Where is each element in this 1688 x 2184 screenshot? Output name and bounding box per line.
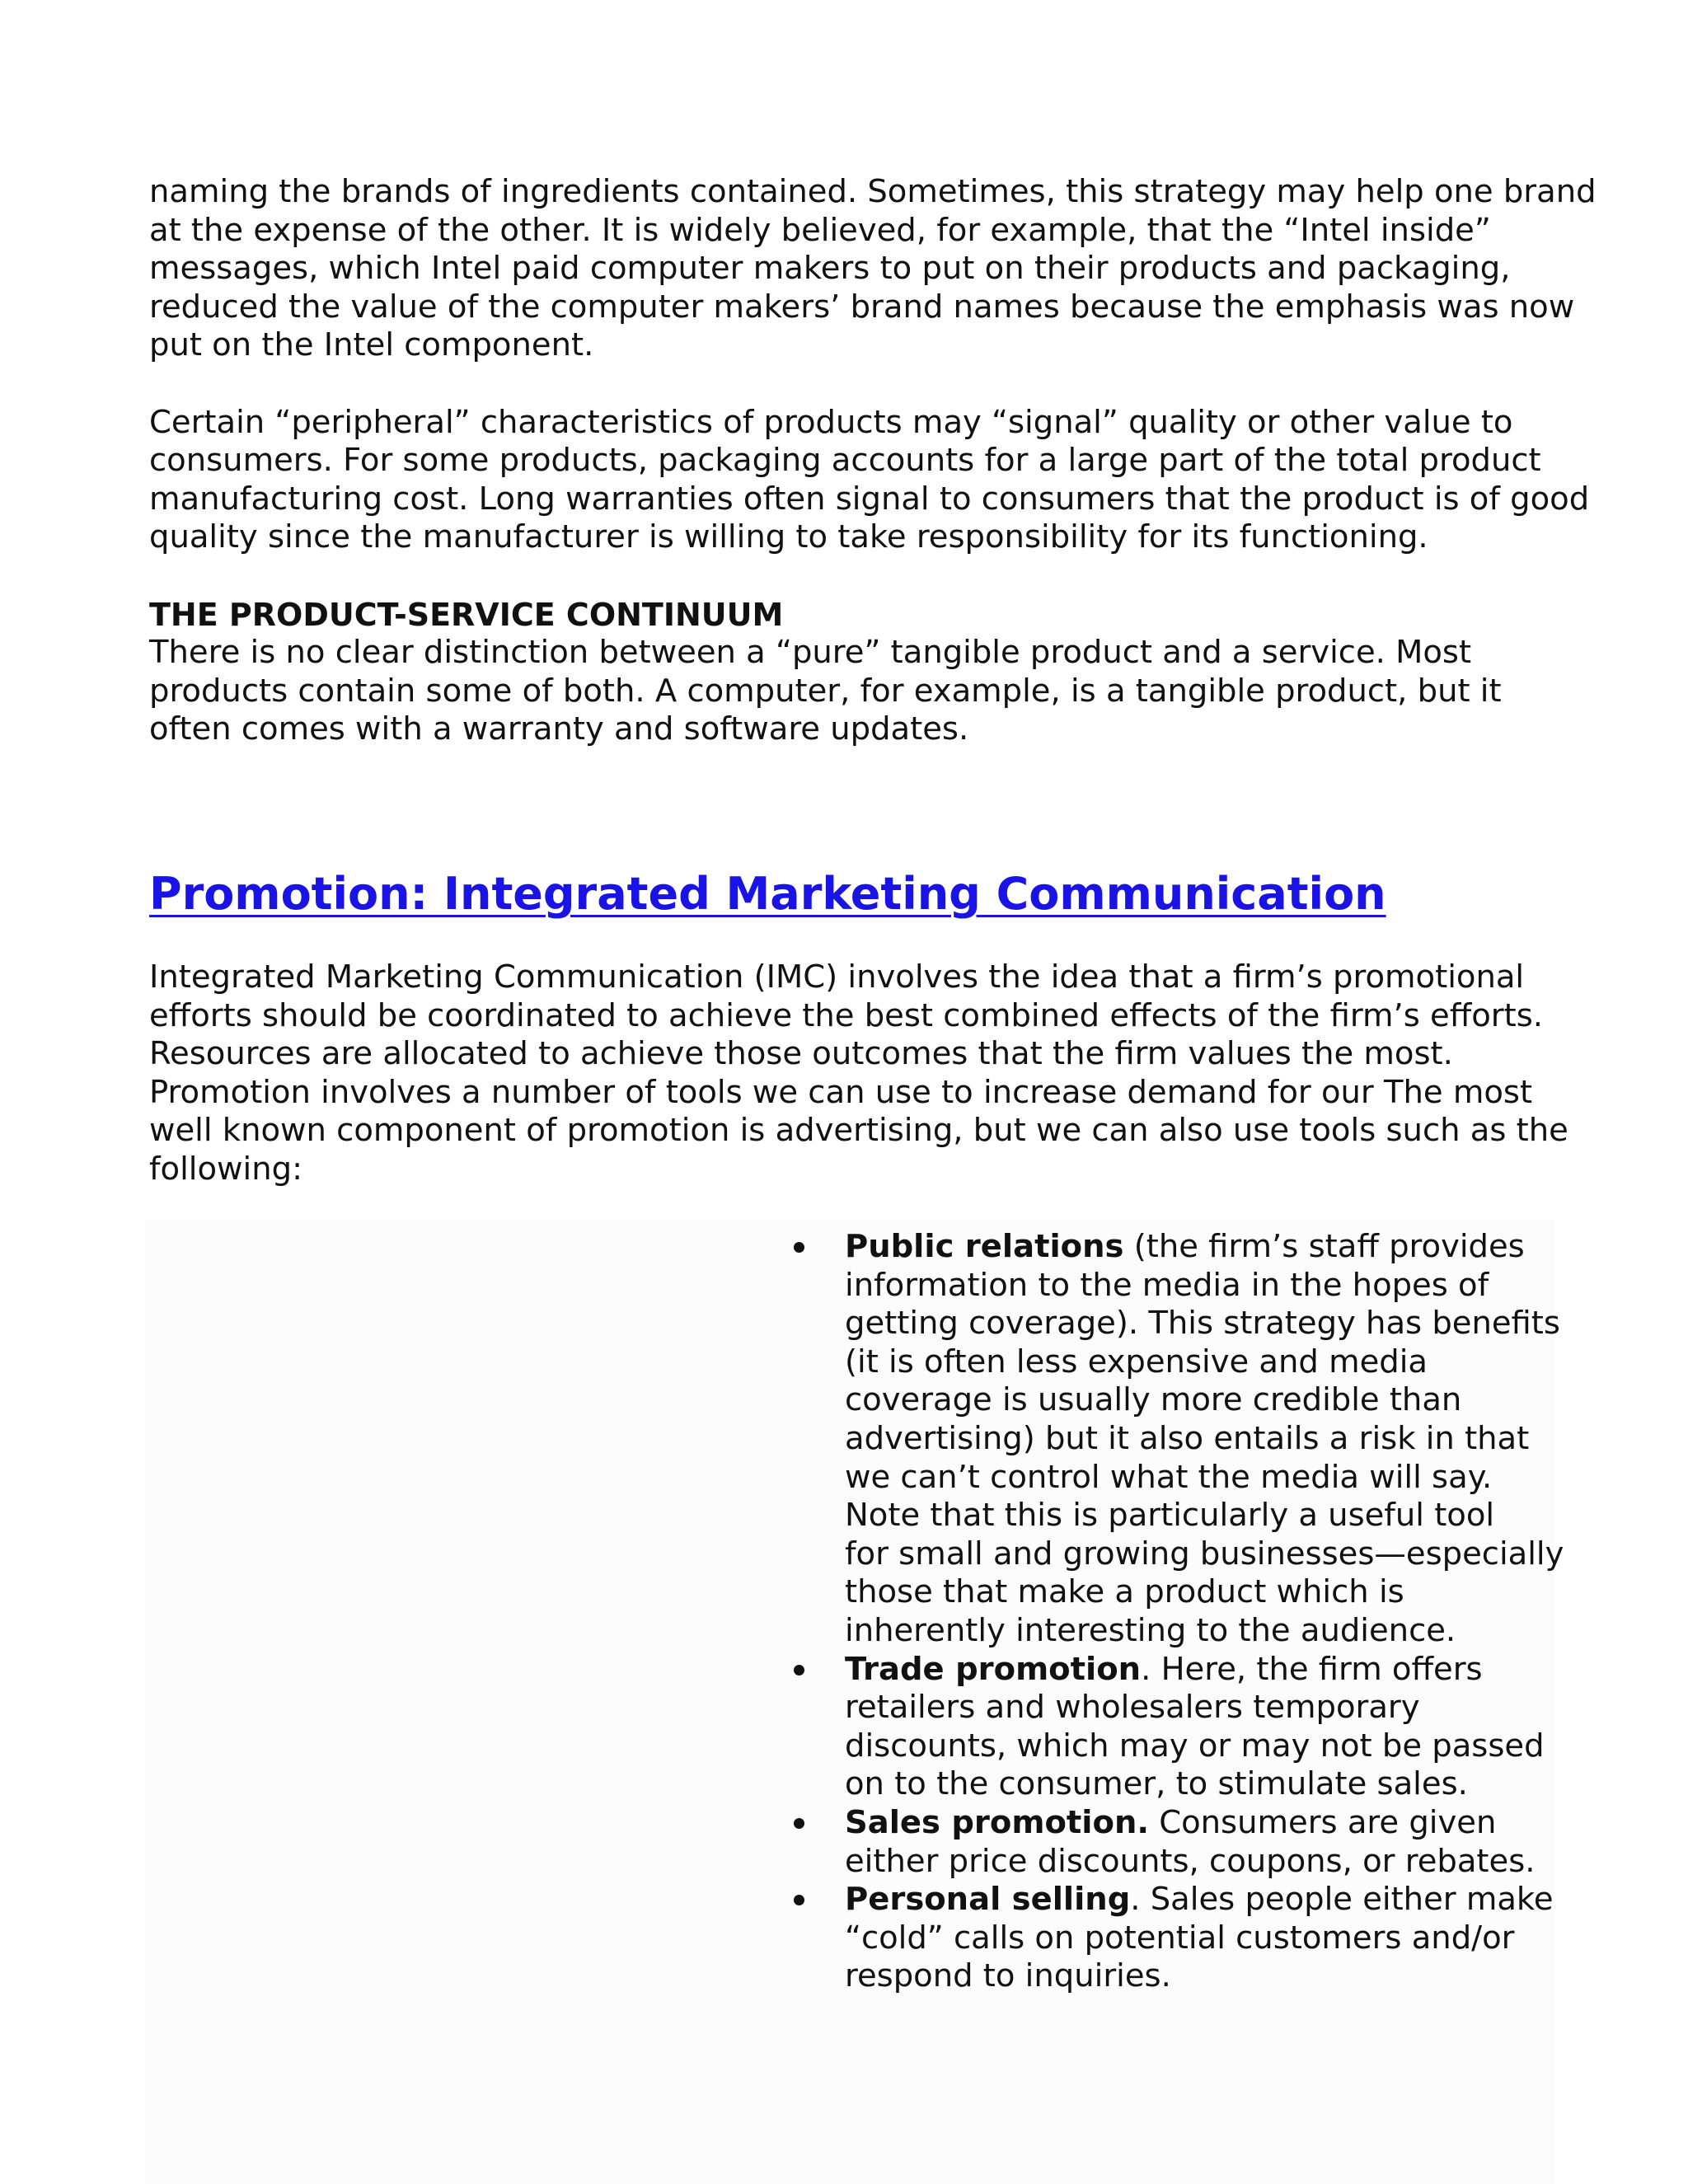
list-item-sales-promotion [787,1804,1564,1881]
text-line: either price discounts, coupons, or rebates. [845,1842,1536,1880]
text-line: messages, which Intel paid computer makers to put on their products and packaging, [149,250,1511,288]
bullet-icon [794,1665,804,1675]
text-line: at the expense of the other. It is widely believed, for example, that the “Intel inside” [149,211,1491,249]
list-item-public-relations [787,1228,1564,1651]
text-line: information to the media in the hopes of [845,1266,1489,1304]
text-line: discounts, which may or may not be passed [845,1727,1545,1765]
text-line [845,1804,1564,1843]
text-line: well known component of promotion is advertising, but we can also use tools such as the [149,1112,1568,1150]
section-title-link[interactable]: Promotion: Integrated Marketing Communication [149,868,1386,920]
text-line: Promotion involves a number of tools we can use to increase demand for our The most [149,1073,1533,1111]
text-line: “cold” calls on potential customers and/or [845,1919,1515,1957]
bullet-icon [794,1895,804,1905]
term-description: . Here, the firm offers [1141,1650,1483,1688]
text-line: Note that this is particularly a useful tool [845,1497,1495,1535]
paragraph-imc-intro [149,958,1568,1189]
promotion-tools-list [787,1228,1564,1996]
text-line [845,1651,1564,1690]
text-line: put on the Intel component. [149,326,594,364]
text-line: There is no clear distinction between a “pure” tangible product and a service. Most [149,634,1472,672]
text-line: following: [149,1150,303,1188]
text-line: advertising) but it also entails a risk in that [845,1419,1530,1457]
text-line: often comes with a warranty and software updates. [149,710,969,748]
term-description: . Sales people either make [1130,1881,1554,1919]
text-line: products contain some of both. A computer, for example, is a tangible product, but it [149,672,1502,710]
bullet-icon [794,1818,804,1829]
text-line: manufacturing cost. Long warranties often signal to consumers that the product is of good [149,480,1590,518]
text-line: Integrated Marketing Communication (IMC) involves the idea that a firm’s promotional [149,958,1525,996]
term-personal-selling: Personal selling [845,1881,1131,1919]
list-item-personal-selling [787,1881,1564,1996]
subheading-product-service-continuum: THE PRODUCT-SERVICE CONTINUUM [149,596,784,633]
term-description: Consumers are given [1148,1803,1497,1841]
text-line: retailers and wholesalers temporary [845,1689,1420,1727]
text-line [845,1881,1564,1919]
text-line: coverage is usually more credible than [845,1381,1462,1419]
text-line: quality since the manufacturer is willing to take responsibility for its functioning. [149,518,1428,556]
term-description: (the firm’s staff provides [1123,1228,1525,1265]
text-line: Certain “peripheral” characteristics of products may “signal” quality or other value to [149,403,1513,441]
text-line: respond to inquiries. [845,1957,1171,1995]
text-line: getting coverage). This strategy has benefits [845,1305,1560,1343]
text-line: on to the consumer, to stimulate sales. [845,1765,1468,1803]
paragraph-ingredient-branding [149,173,1597,365]
paragraph-peripheral-characteristics [149,403,1590,557]
text-line: naming the brands of ingredients contained. Sometimes, this strategy may help one brand [149,173,1597,210]
text-line: efforts should be coordinated to achieve the best combined effects of the firm’s efforts. [149,996,1544,1034]
text-line [845,1228,1564,1267]
text-line: we can’t control what the media will say. [845,1458,1493,1496]
text-line: for small and growing businesses—especially [845,1535,1564,1572]
section-title-wrapper [149,865,1386,923]
text-line: consumers. For some products, packaging accounts for a large part of the total product [149,442,1541,480]
text-line: Resources are allocated to achieve those outcomes that the firm values the most. [149,1035,1453,1073]
term-sales-promotion: Sales promotion. [845,1803,1149,1841]
text-line: reduced the value of the computer makers’ brand names because the emphasis was now [149,288,1575,326]
list-item-trade-promotion [787,1651,1564,1804]
text-line: inherently interesting to the audience. [845,1611,1456,1649]
paragraph-product-service-continuum [149,596,1550,749]
term-public-relations: Public relations [845,1228,1124,1265]
term-trade-promotion: Trade promotion [845,1650,1142,1688]
bullet-icon [794,1242,804,1253]
body-text [149,173,1597,749]
text-line: (it is often less expensive and media [845,1343,1428,1380]
text-line: those that make a product which is [845,1573,1404,1611]
